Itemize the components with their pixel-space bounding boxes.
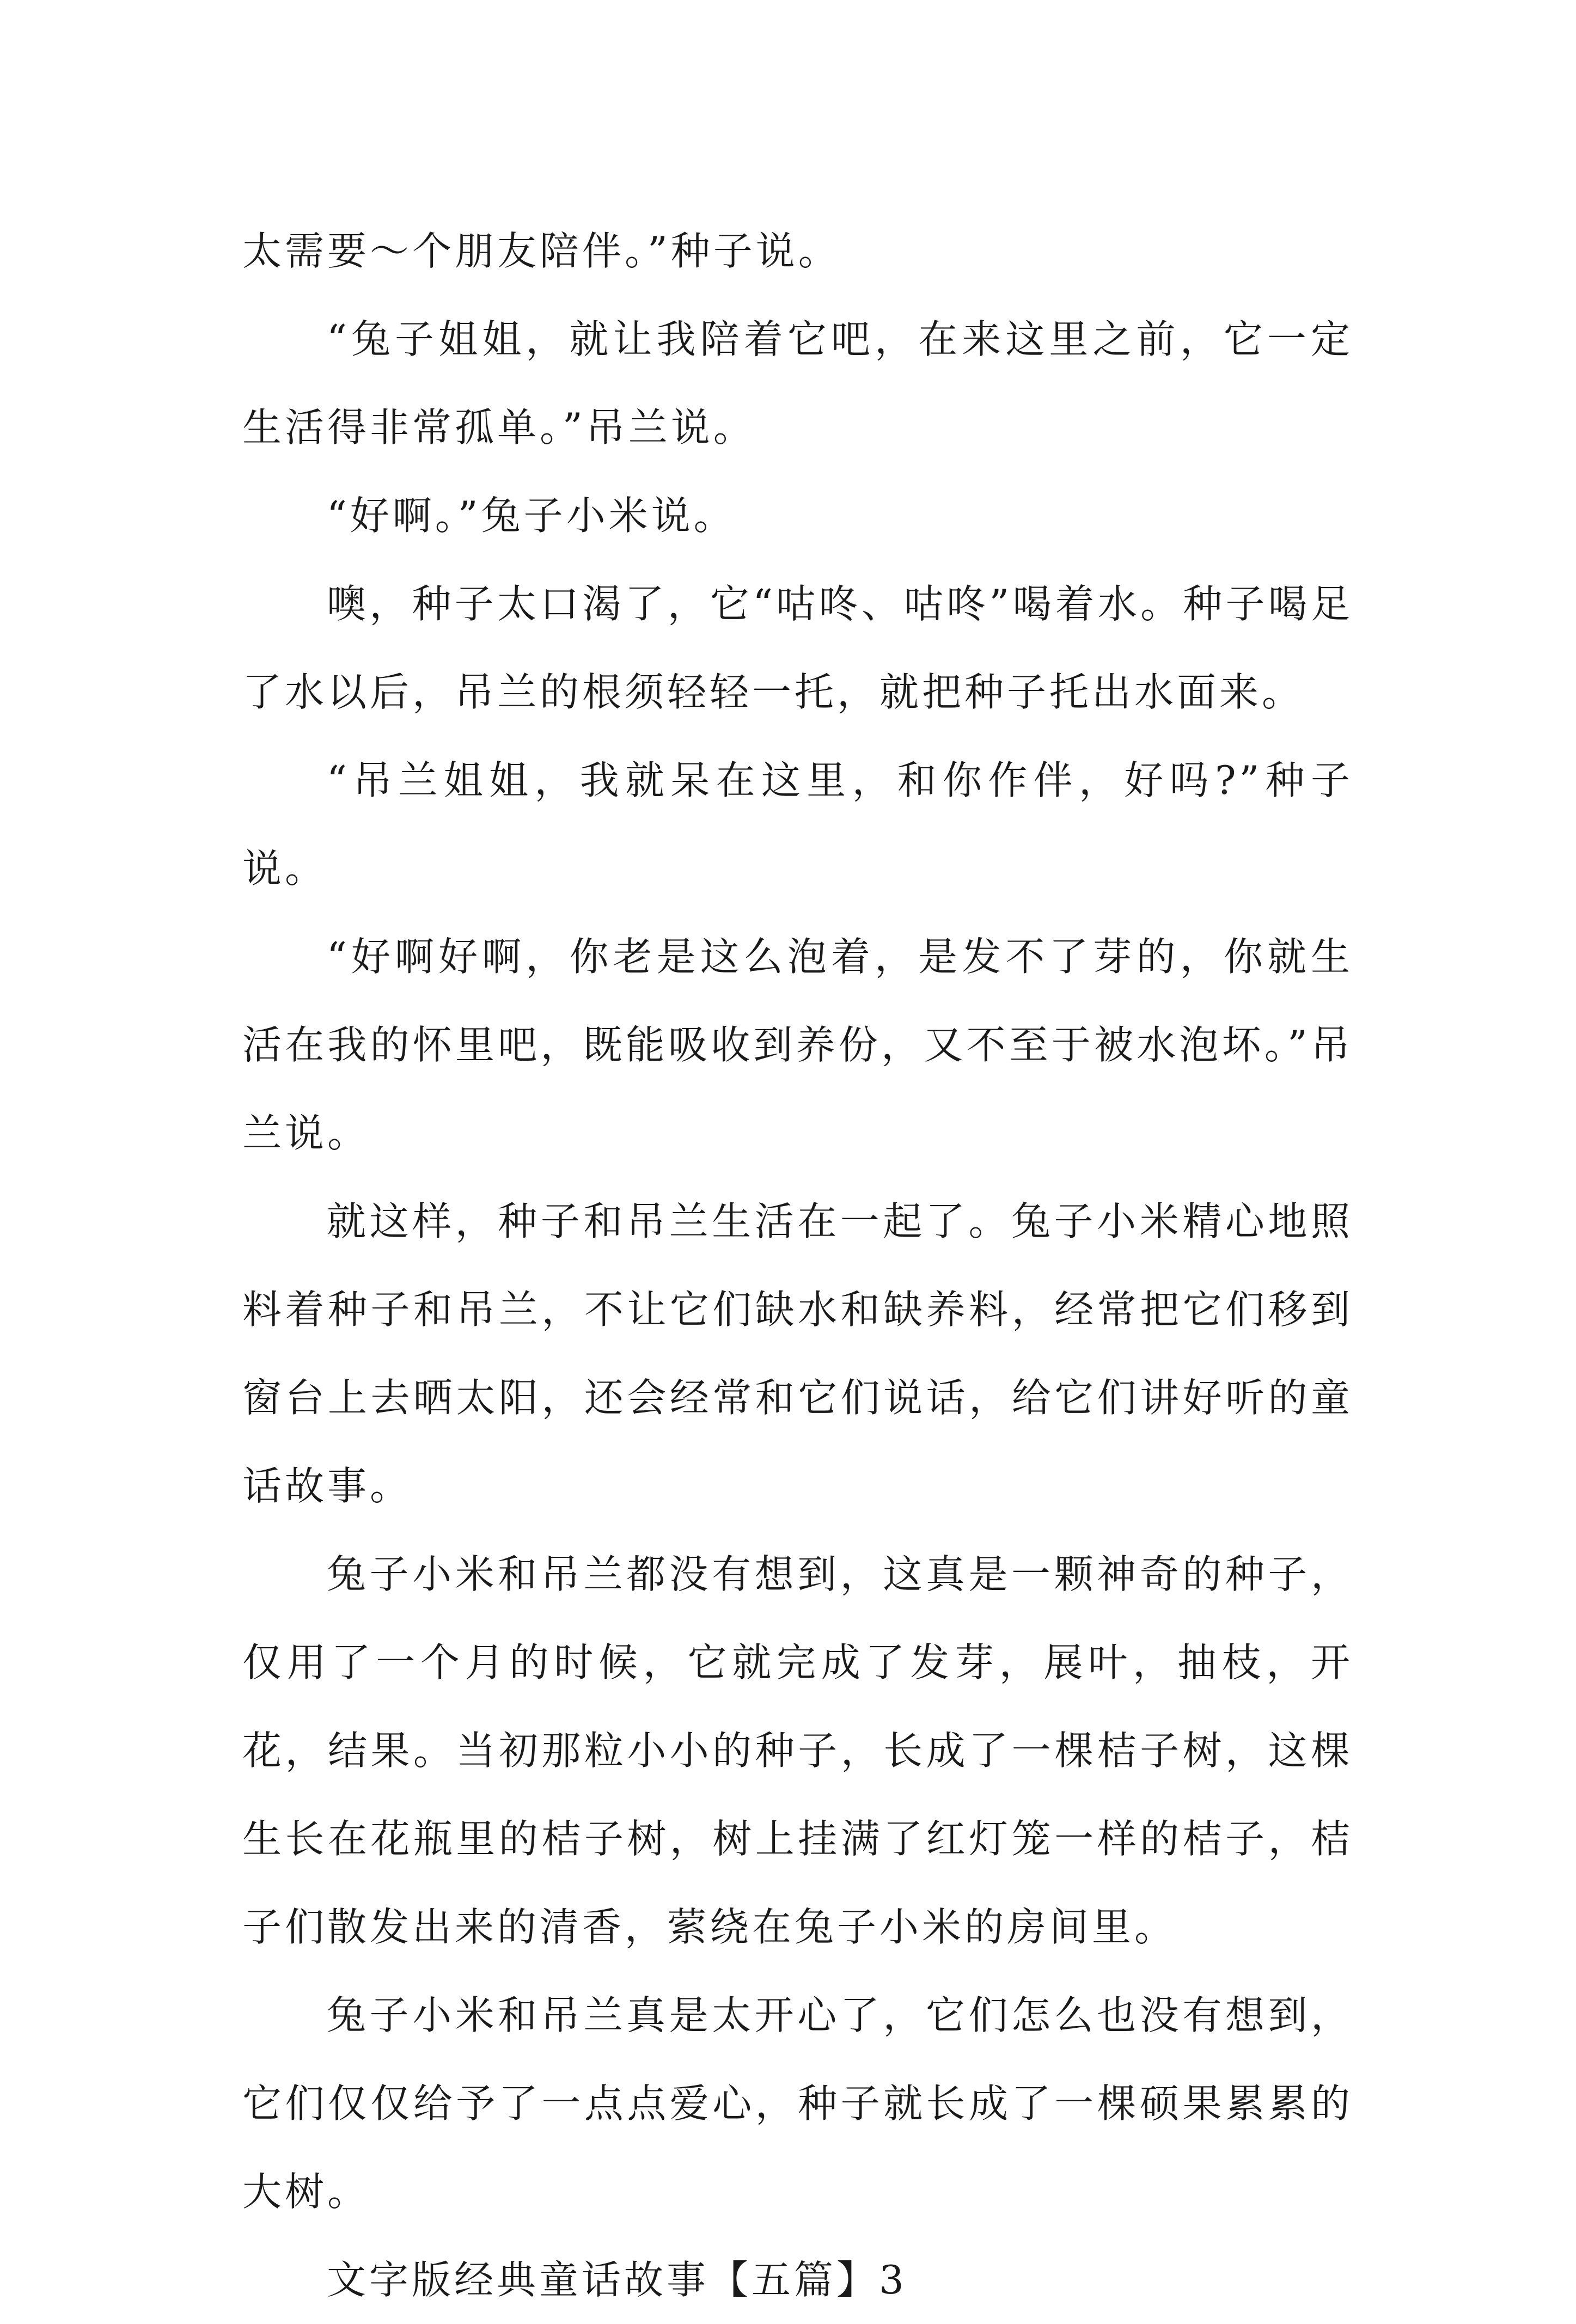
paragraph: “好啊好啊，你老是这么泡着，是发不了芽的，你就生活在我的怀里吧，既能吸收到养份，又不至于被水泡坏。”吊兰说。 xyxy=(242,934,1353,1156)
story-text xyxy=(242,207,1353,2324)
paragraph: “吊兰姐姐，我就呆在这里，和你作伴，好吗?”种子说。 xyxy=(242,757,1353,891)
paragraph: “兔子姐姐，就让我陪着它吧，在来这里之前，它一定生活得非常孤单。”吊兰说。 xyxy=(242,316,1353,450)
paragraph-continuation: 太需要～个朋友陪伴。”种子说。 xyxy=(242,228,841,274)
section-heading: 文字版经典童话故事【五篇】3 xyxy=(327,2257,907,2303)
paragraph: 就这样，种子和吊兰生活在一起了。兔子小米精心地照料着种子和吊兰，不让它们缺水和缺养料，经常把它们移到窗台上去晒太阳，还会经常和它们说话，给它们讲好听的童话故事。 xyxy=(242,1198,1353,1509)
paragraph: 兔子小米和吊兰真是太开心了，它们怎么也没有想到，它们仅仅给予了一点点爱心，种子就长成了一棵硕果累累的大树。 xyxy=(242,1992,1353,2215)
paragraph: 兔子小米和吊兰都没有想到，这真是一颗神奇的种子，仅用了一个月的时候，它就完成了发芽，展叶，抽枝，开花，结果。当初那粒小小的种子，长成了一棵桔子树，这棵生长在花瓶里的桔子树，树上挂满了红灯笼一样的桔子，桔子们散发出来的清香，萦绕在兔子小米的房间里。 xyxy=(242,1551,1353,1950)
paragraph: “好啊。”兔子小米说。 xyxy=(327,493,736,539)
paragraph: 噢，种子太口渴了，它“咕咚、咕咚”喝着水。种子喝足了水以后，吊兰的根须轻轻一托，就把种子托出水面来。 xyxy=(242,581,1353,715)
